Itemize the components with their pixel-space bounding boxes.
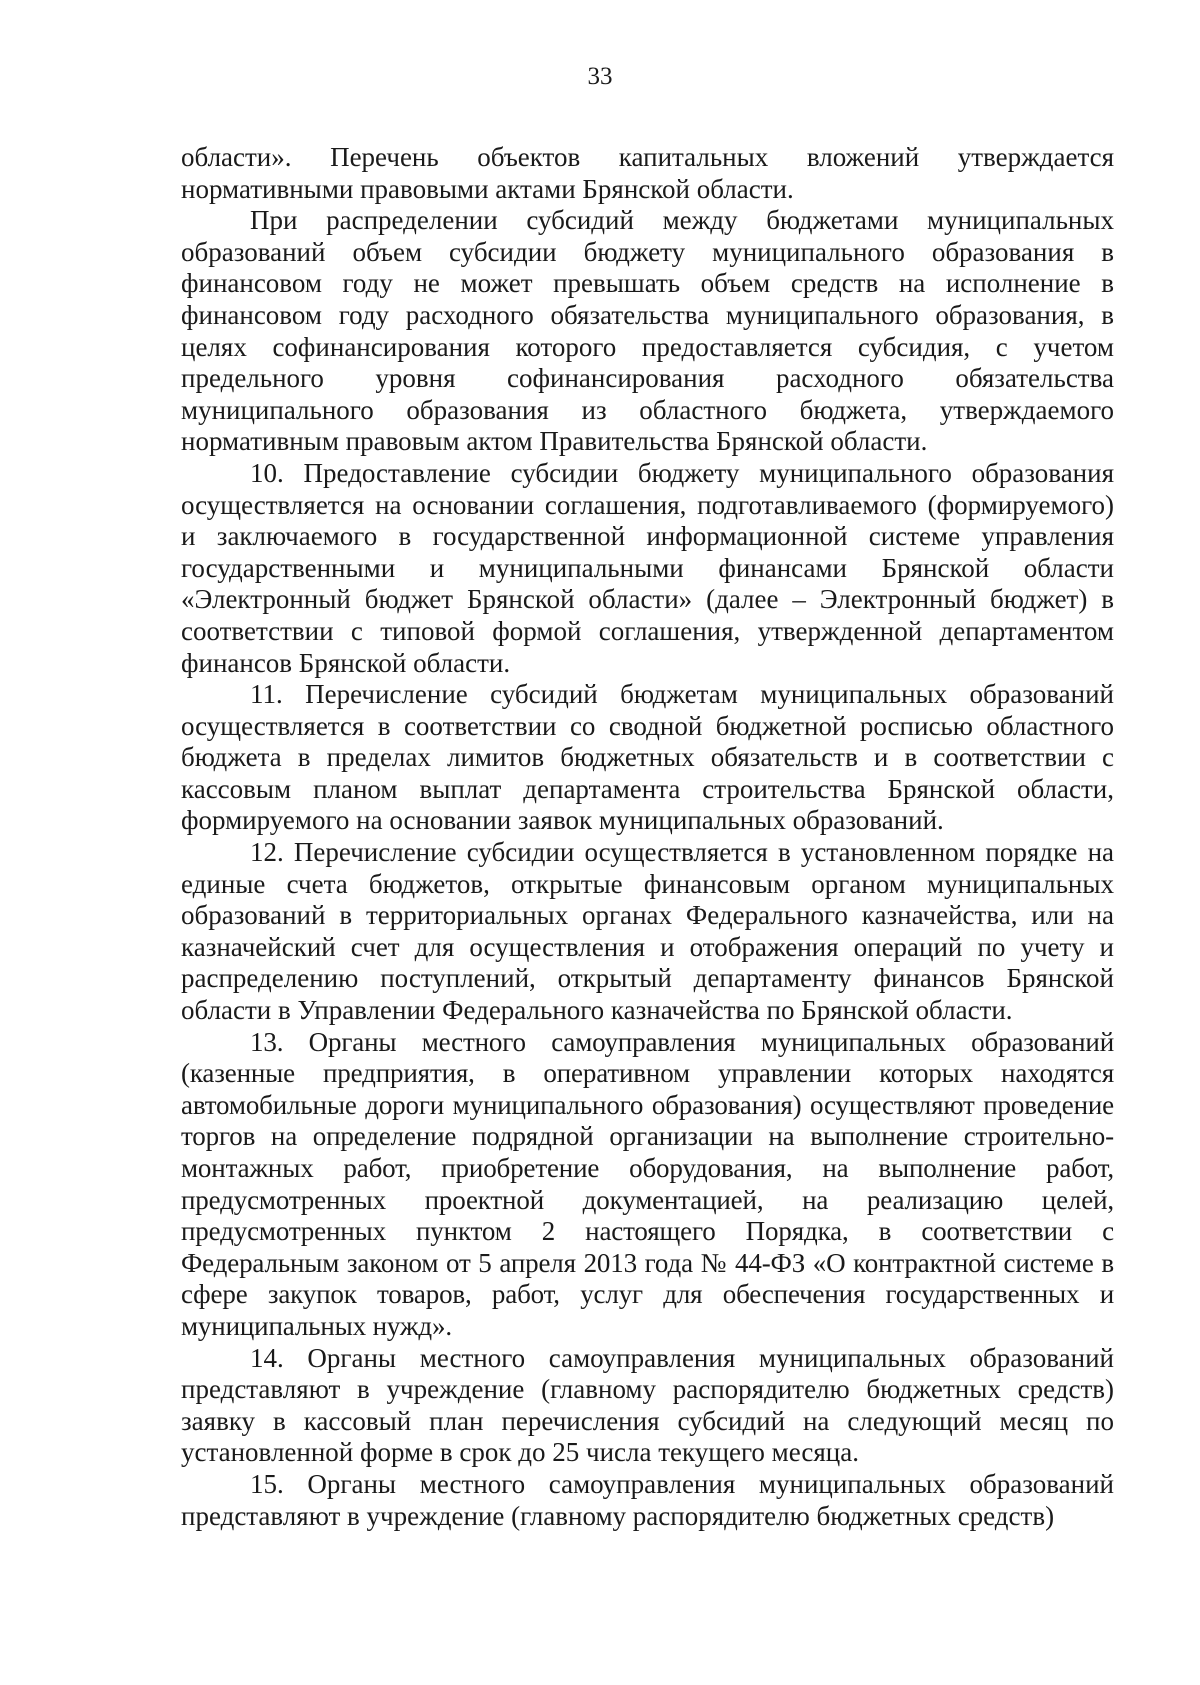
paragraph-12: 12. Перечисление субсидии осуществляется в установленном порядке на единые счета бюджетов, открытые финансовым органом муниципальных образований в территориальных органах Федерального казначейства, или на казначейский счет для осуществления и отображения операций по учету и распределению поступлений, открытый департаменту финансов Брянской области в Управлении Федерального казначейства по Брянской области. <box>181 837 1114 1026</box>
paragraph-15: 15. Органы местного самоуправления муниципальных образований представляют в учреждение (главному распорядителю бюджетных средств) <box>181 1468 1114 1531</box>
paragraph-13: 13. Органы местного самоуправления муниципальных образований (казенные предприятия, в оперативном управлении которых находятся автомобильные дороги муниципального образования) осуществляют проведение торгов на определение подрядной организации на выполнение строительно-монтажных работ, приобретение оборудования, на выполнение работ, предусмотренных проектной документацией, на реализацию целей, предусмотренных пунктом 2 настоящего Порядка, в соответствии с Федеральным законом от 5 апреля 2013 года № 44-ФЗ «О контрактной системе в сфере закупок товаров, работ, услуг для обеспечения государственных и муниципальных нужд». <box>181 1026 1114 1341</box>
page-number: 33 <box>587 63 613 90</box>
paragraph-continuation: области». Перечень объектов капитальных вложений утверждается нормативными правовыми актами Брянской области. <box>181 142 1114 204</box>
paragraph-14: 14. Органы местного самоуправления муниципальных образований представляют в учреждение (главному распорядителю бюджетных средств) заявку в кассовый план перечисления субсидий на следующий месяц по установленной форме в срок до 25 числа текущего месяца. <box>181 1342 1114 1468</box>
paragraph-11: 11. Перечисление субсидий бюджетам муниципальных образований осуществляется в соответствии со сводной бюджетной росписью областного бюджета в пределах лимитов бюджетных обязательств и в соответствии с кассовым планом выплат департамента строительства Брянской области, формируемого на основании заявок муниципальных образований. <box>181 679 1114 836</box>
paragraph-10: 10. Предоставление субсидии бюджету муниципального образования осуществляется на основании соглашения, подготавливаемого (формируемого) и заключаемого в государственной информационной системе управления государственными и муниципальными финансами Брянской области «Электронный бюджет Брянской области» (далее – Электронный бюджет) в соответствии с типовой формой соглашения, утвержденной департаментом финансов Брянской области. <box>181 457 1114 678</box>
paragraph-subsidy-distribution: При распределении субсидий между бюджетами муниципальных образований объем субсидии бюджету муниципального образования в финансовом году не может превышать объем средств на исполнение в финансовом году расходного обязательства муниципального образования, в целях софинансирования которого предоставляется субсидия, с учетом предельного уровня софинансирования расходного обязательства муниципального образования из областного бюджета, утверждаемого нормативным правовым актом Правительства Брянской области. <box>181 205 1114 457</box>
document-body <box>181 142 1114 1532</box>
